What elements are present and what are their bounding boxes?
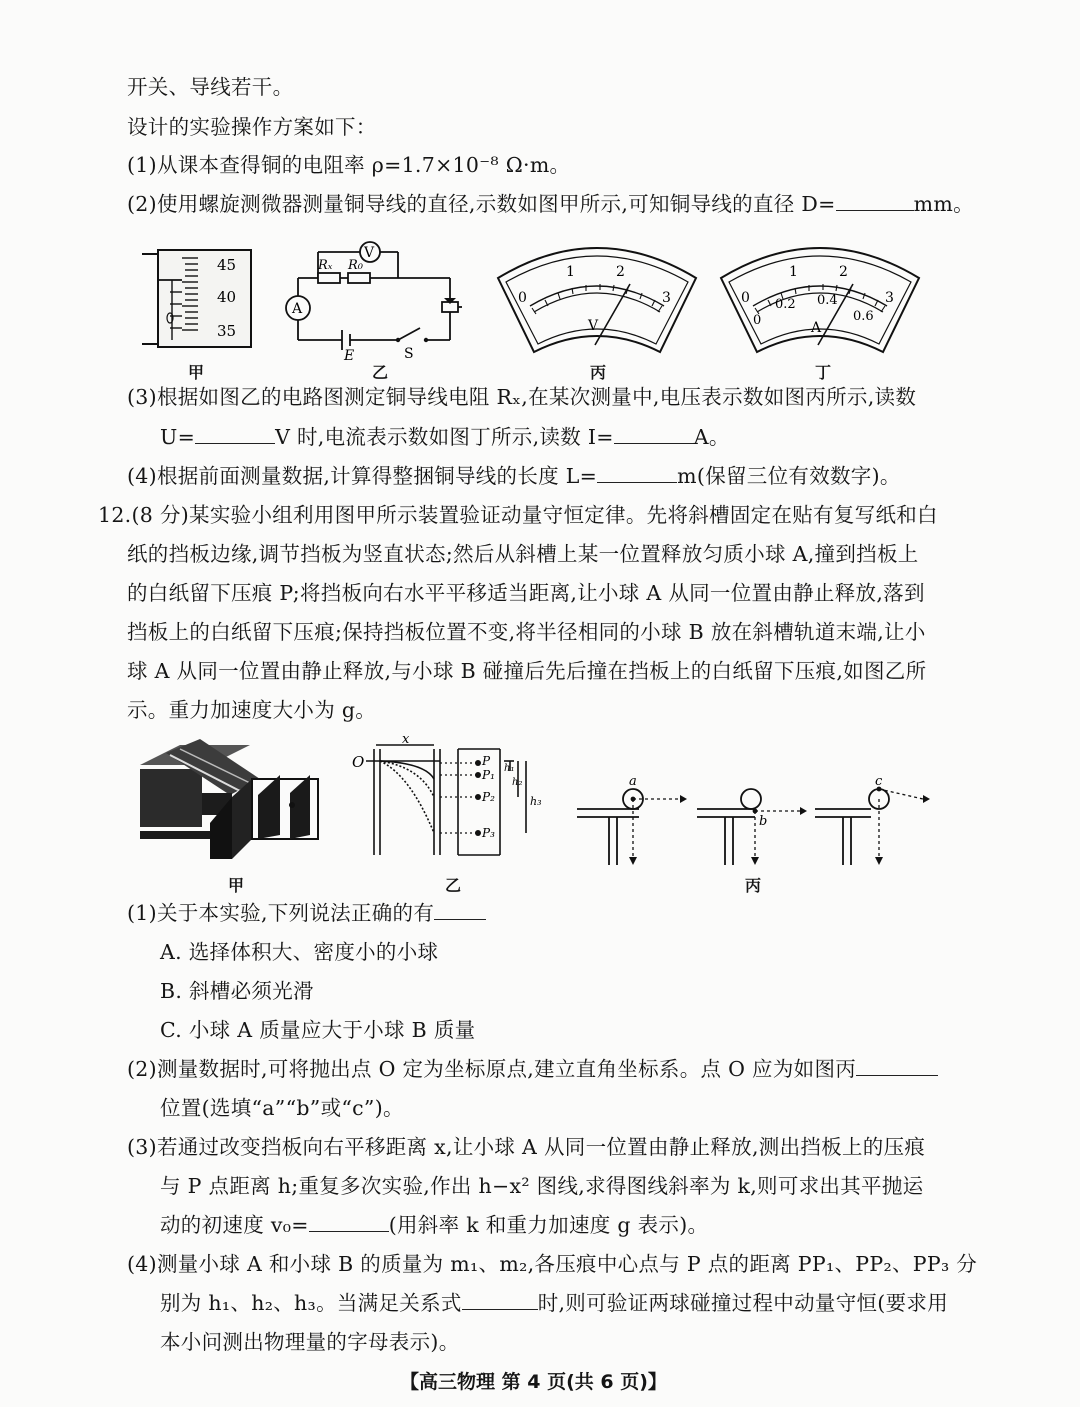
q11-step3-u: U=: [160, 425, 196, 449]
q11-step4-end: m(保留三位有效数字)。: [677, 464, 901, 488]
q12-line5: 球 A 从同一位置由静止释放,与小球 B 碰撞后先后撞在挡板上的白纸留下压痕,如图乙所: [127, 659, 927, 683]
ammeter-scale-1: 1: [789, 264, 798, 280]
q12-option-a: A. 选择体积大、密度小的小球: [160, 940, 439, 964]
q12-option-c: C. 小球 A 质量应大于小球 B 质量: [160, 1018, 476, 1042]
voltmeter-dial-figure: [490, 240, 705, 362]
circuit-rx-label: Rₓ: [318, 258, 333, 273]
ammeter-scale-0: 0: [741, 290, 750, 306]
figure-row-1: [140, 240, 980, 390]
micrometer-label-35: 35: [217, 322, 237, 340]
q12-option-b: B. 斜槽必须光滑: [160, 979, 314, 1003]
ammeter-scale-b0: 0: [753, 313, 762, 328]
q11-step2: [127, 189, 974, 219]
q11-step4-text: (4)根据前面测量数据,计算得整捆铜导线的长度 L=: [127, 464, 598, 488]
circuit-figure: [280, 240, 470, 360]
q12-part2-text: (2)测量数据时,可将抛出点 O 定为坐标原点,建立直角坐标系。点 O 应为如图丙: [127, 1057, 857, 1081]
q11-intro-end: 开关、导线若干。: [127, 75, 294, 99]
caption-fig2-bing: 丙: [745, 876, 762, 895]
ammeter-scale-3: 3: [885, 290, 894, 306]
label-p2: P₂: [482, 790, 495, 804]
micrometer-label-40: 40: [217, 288, 237, 306]
ammeter-scale-b02: 0.2: [775, 297, 796, 312]
answer-blank-part4[interactable]: [462, 1289, 538, 1310]
answer-blank-part2[interactable]: [856, 1055, 938, 1076]
page-footer: 【高三物理 第 4 页(共 6 页)】: [400, 1371, 667, 1393]
q11-step3-mid: V 时,电流表示数如图丁所示,读数 I=: [275, 425, 614, 449]
q12-part3-line1: (3)若通过改变挡板向右平移距离 x,让小球 A 从同一位置由静止释放,测出挡板上的压痕: [127, 1135, 926, 1159]
caption-fig2-jia: 甲: [228, 876, 245, 895]
voltmeter-scale-1: 1: [566, 264, 575, 280]
launch-point-figure: [575, 735, 935, 865]
q12-part4-line3: 本小问测出物理量的字母表示)。: [160, 1330, 460, 1354]
answer-blank-length[interactable]: [597, 462, 677, 483]
ammeter-scale-b04: 0.4: [817, 293, 838, 308]
ammeter-dial-figure: [713, 240, 928, 362]
trajectory-figure: [330, 735, 560, 865]
q12-line3: 的白纸留下压痕 P;将挡板向右水平平移适当距离,让小球 A 从同一位置由静止释放,落到: [127, 581, 925, 605]
label-c: c: [875, 774, 883, 789]
q12-part2-line1: [127, 1054, 938, 1084]
q12-line6: 示。重力加速度大小为 g。: [127, 698, 377, 722]
figure-row-2: [140, 735, 940, 895]
apparatus-figure: [140, 735, 340, 865]
voltmeter-scale-2: 2: [616, 264, 625, 280]
caption-fig1-bing: 丙: [590, 363, 607, 382]
q11-step2-unit: mm。: [913, 192, 974, 216]
answer-blank-voltage[interactable]: [195, 423, 275, 444]
answer-blank-current[interactable]: [614, 423, 694, 444]
voltmeter-scale-3: 3: [662, 290, 671, 306]
q12-line2: 纸的挡板边缘,调节挡板为竖直状态;然后从斜槽上某一位置释放匀质小球 A,撞到挡板上: [127, 542, 919, 566]
label-a: a: [629, 774, 637, 789]
caption-fig1-ding: 丁: [815, 363, 832, 382]
label-p3: P₃: [482, 826, 495, 840]
q12-part4-text: 别为 h₁、h₂、h₃。当满足关系式: [160, 1291, 462, 1315]
ammeter-scale-2: 2: [839, 264, 848, 280]
q12-part3-line2: 与 P 点距离 h;重复多次实验,作出 h−x² 图线,求得图线斜率为 k,则可求出其平抛运: [160, 1174, 924, 1198]
q12-line1: 12.(8 分)某实验小组利用图甲所示装置验证动量守恒定律。先将斜槽固定在贴有复写纸和白: [98, 503, 938, 527]
label-p: P: [482, 754, 491, 768]
ammeter-scale-b06: 0.6: [853, 309, 874, 324]
label-h3: h₃: [530, 795, 542, 808]
label-x: x: [402, 735, 410, 747]
q12-part4-line1: (4)测量小球 A 和小球 B 的质量为 m₁、m₂,各压痕中心点与 P 点的距离 PP₁、PP₂、PP₃ 分: [127, 1252, 978, 1276]
label-b: b: [759, 814, 768, 829]
answer-blank-part3[interactable]: [309, 1211, 389, 1232]
ammeter-unit: A: [811, 320, 822, 336]
q12-part2-line2: 位置(选填“a”“b”或“c”)。: [160, 1096, 404, 1120]
circuit-voltmeter-label: V: [364, 245, 375, 261]
micrometer-figure: [140, 240, 265, 360]
voltmeter-scale-0: 0: [518, 290, 527, 306]
caption-fig1-jia: 甲: [188, 363, 205, 382]
q11-step1: (1)从课本查得铜的电阻率 ρ=1.7×10⁻⁸ Ω·m。: [127, 153, 571, 177]
q11-step4: [127, 461, 901, 491]
q12-part4-mid: 时,则可验证两球碰撞过程中动量守恒(要求用: [537, 1291, 949, 1315]
q12-line4: 挡板上的白纸留下压痕;保持挡板位置不变,将半径相同的小球 B 放在斜槽轨道末端,让小: [127, 620, 926, 644]
voltmeter-unit: V: [588, 318, 599, 334]
caption-fig2-yi: 乙: [445, 876, 462, 895]
label-p1: P₁: [482, 768, 495, 782]
label-h1: h₁: [504, 763, 515, 774]
q11-step3-end: A。: [693, 425, 730, 449]
q12-part1-text: (1)关于本实验,下列说法正确的有: [127, 901, 435, 925]
q12-part3-line3: [160, 1210, 708, 1240]
q11-step3-line1: (3)根据如图乙的电路图测定铜导线电阻 Rₓ,在某次测量中,电压表示数如图丙所示,读数: [127, 385, 917, 409]
label-o: O: [352, 753, 365, 771]
q12-part4-line2: [160, 1288, 948, 1318]
answer-blank-diameter[interactable]: [836, 190, 914, 211]
circuit-e-label: E: [344, 348, 355, 360]
q12-part3-text: 动的初速度 v₀=: [160, 1213, 309, 1237]
micrometer-label-45: 45: [217, 256, 237, 274]
circuit-ammeter-label: A: [292, 301, 303, 317]
q11-step2-text: (2)使用螺旋测微器测量铜导线的直径,示数如图甲所示,可知铜导线的直径 D=: [127, 192, 836, 216]
label-h2: h₂: [512, 777, 523, 788]
answer-blank-part1[interactable]: [434, 899, 486, 920]
circuit-r0-label: R₀: [348, 258, 363, 273]
q11-plan: 设计的实验操作方案如下：: [127, 115, 377, 139]
caption-fig1-yi: 乙: [372, 363, 389, 382]
q12-part3-end: (用斜率 k 和重力加速度 g 表示)。: [388, 1213, 709, 1237]
q12-part1: [127, 898, 486, 928]
circuit-s-label: S: [404, 346, 414, 360]
q11-step3-line2: [160, 422, 730, 452]
